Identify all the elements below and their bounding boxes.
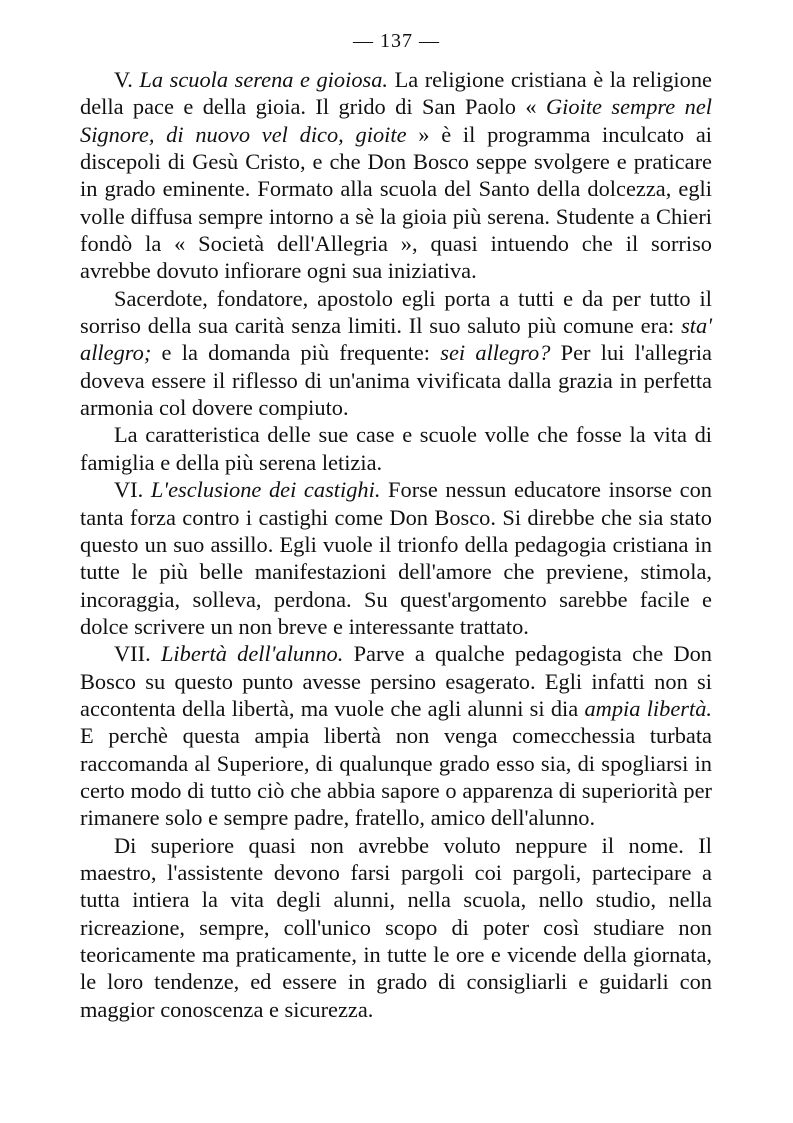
text-run: Sacerdote, fondatore, apostolo egli porta a tutti e da per tutto il sorriso della sua carità senza limiti. Il suo saluto più comune era:	[80, 285, 712, 339]
section-title-esclusione-castighi: L'esclusione dei castighi.	[150, 477, 381, 503]
text-run: Parve a qualche pedagogista che Don Bosco su questo punto avesse persino esagerato. Egli infatti non si accontenta della libertà, ma vuole che agli alunni si dia	[80, 641, 712, 721]
text-run: e la domanda più frequente:	[151, 340, 441, 366]
paragraph-caratteristica	[80, 421, 712, 476]
text-run: Per lui l'allegria doveva essere il riflesso di un'anima vivificata dalla grazia in perfetta armonia col dovere compiuto.	[80, 340, 712, 421]
section-title-liberta-alunno: Libertà dell'alunno.	[160, 641, 344, 667]
text-run: » è il programma inculcato ai discepoli di Gesù Cristo, e che Don Bosco seppe svolgere e praticare in grado eminente. Formato alla scuola del Santo della dolcezza, egli volle diffusa sempre intorno a sè la gioia più serena. Studente a Chieri fondò la « Società dell'Allegria », quasi intuendo che il sorriso avrebbe dovuto infiorare ogni sua iniziativa.	[80, 121, 713, 284]
phrase-ampia-liberta: ampia libertà.	[584, 695, 712, 721]
text-run: VII.	[114, 641, 161, 667]
paragraph-esclusione-castighi	[80, 476, 712, 640]
text-run: V.	[114, 67, 140, 92]
page-body	[80, 66, 712, 1023]
text-run: Forse nessun educatore insorse con tanta forza contro i castighi come Don Bosco. Si direbbe che sia stato questo un suo assillo. Egli vuole il trionfo della pedagogia cristiana in tutte le più belle manifestazioni dell'amore che previene, stimola, incoraggia, solleva, perdona. Su quest'argomento sarebbe facile e dolce scrivere un non breve e interessante trattato.	[80, 477, 712, 639]
paragraph-superiore	[80, 832, 712, 1023]
text-run: Di superiore quasi non avrebbe voluto neppure il nome. Il maestro, l'assistente devono farsi pargoli coi pargoli, partecipare a tutta intiera la vita degli alunni, nella scuola, nello studio, nella ricreazione, sempre, coll'unico scopo di poter così studiare non teoricamente ma praticamente, in tutte le ore e vicende della giornata, le loro tendenze, ed essere in grado di consigliarli e guidarli con maggior conoscenza e sicurezza.	[80, 832, 712, 1022]
page-number-header: — 137 —	[353, 30, 440, 52]
text-run: La religione cristiana è la religione della pace e della gioia. Il grido di San Paolo «	[80, 67, 712, 120]
quote-sei-allegro: sei allegro?	[440, 340, 551, 366]
paragraph-scuola-serena	[80, 66, 712, 285]
section-title-scuola-serena: La scuola serena e gioiosa.	[139, 67, 389, 92]
paragraph-liberta-alunno	[80, 640, 712, 831]
quotation-san-paolo: Gioite sempre nel Signore, di nuovo vel dico, gioite	[80, 94, 712, 147]
paragraph-sacerdote	[80, 285, 712, 422]
text-run: E perchè questa ampia libertà non venga comecchessia turbata raccomanda al Superiore, di qualunque grado esso sia, di spogliarsi in certo modo di tutto ciò che abbia sapore o apparenza di superiorità per rimanere solo e sempre padre, fratello, amico dell'alunno.	[80, 723, 712, 831]
text-run: VI.	[114, 477, 151, 503]
text-run: La caratteristica delle sue case e scuole volle che fosse la vita di famiglia e della più serena letizia.	[80, 422, 712, 475]
quote-sta-allegro: sta' allegro;	[80, 313, 712, 366]
